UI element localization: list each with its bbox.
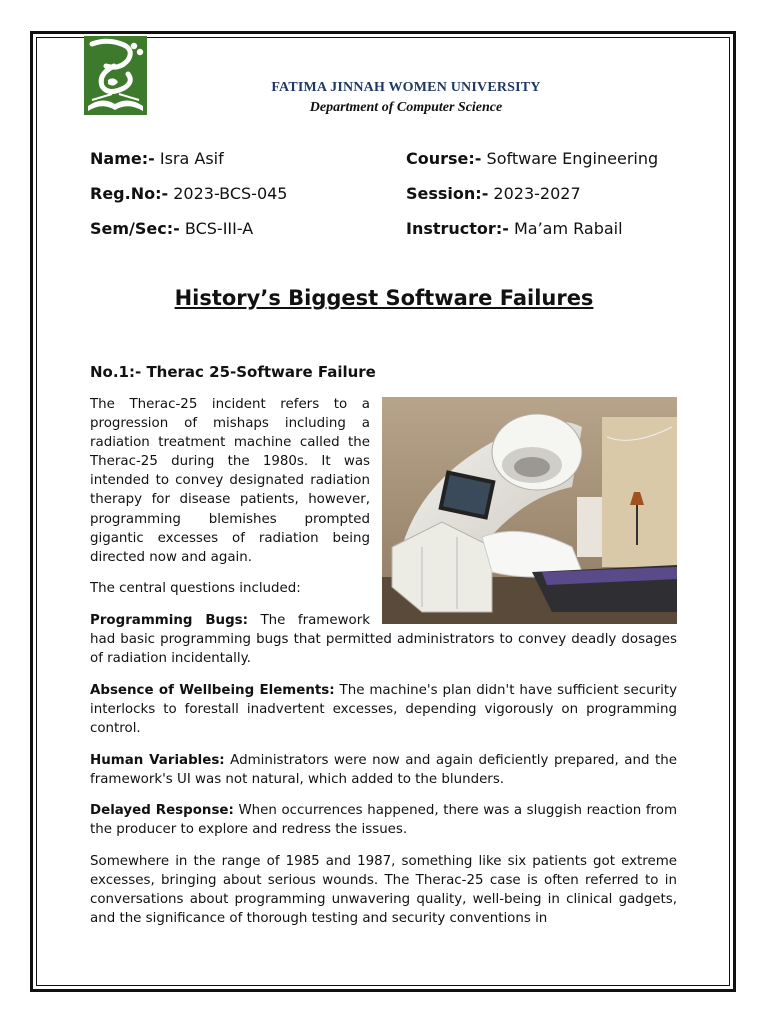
instructor-value: Ma’am Rabail [513, 219, 623, 238]
point-delayed-response [90, 801, 677, 839]
info-sem [90, 219, 253, 239]
point-text: The machine's plan didn't have sufficient security interlocks to forestall inadvertent excesses, depending vigorously on programming control. [90, 682, 677, 736]
point-label: Programming Bugs: [90, 612, 248, 628]
document-body [90, 395, 677, 941]
point-label: Human Variables: [90, 752, 225, 768]
university-name: FATIMA JINNAH WOMEN UNIVERSITY [271, 80, 541, 95]
info-session [406, 184, 581, 204]
university-header [200, 80, 612, 116]
point-label: Absence of Wellbeing Elements: [90, 682, 335, 698]
name-label: Name:- [90, 149, 155, 168]
document-title: History’s Biggest Software Failures [174, 286, 594, 310]
course-value: Software Engineering [486, 149, 659, 168]
sem-value: BCS-III-A [184, 219, 254, 238]
name-value: Isra Asif [159, 149, 224, 168]
sem-label: Sem/Sec:- [90, 219, 180, 238]
radiation-machine-photo [382, 397, 677, 624]
closing-paragraph: Somewhere in the range of 1985 and 1987, something like six patients got extreme excesses, bringing about serious wounds. The Therac-25 case is often referred to in conversations about programming unwavering quality, well-being in clinical gadgets, and the significance of thorough testing and security conventions in [90, 853, 677, 927]
point-text: Administrators were now and again deficiently prepared, and the framework's UI was not natural, which added to the blunders. [90, 752, 677, 787]
university-logo-icon [84, 36, 147, 115]
point-label: Delayed Response: [90, 803, 234, 819]
point-text: The framework had basic programming bugs that permitted administrators to convey deadly dosages of radiation incidentally. [90, 612, 677, 667]
info-name [90, 149, 224, 169]
reg-label: Reg.No:- [90, 184, 169, 203]
point-text: When occurrences happened, there was a sluggish reaction from the producer to explore and redress the issues. [90, 803, 677, 838]
info-course [406, 149, 658, 169]
department-name: Department of Computer Science [309, 100, 503, 115]
section-heading: No.1:- Therac 25-Software Failure [90, 363, 376, 381]
central-questions: The central questions included: [90, 581, 301, 597]
point-human-variables [90, 751, 677, 789]
info-instructor [406, 219, 623, 239]
session-value: 2023-2027 [493, 184, 581, 203]
session-label: Session:- [406, 184, 489, 203]
intro-paragraph: The Therac-25 incident refers to a progression of mishaps including a radiation treatment machine called the Therac-25 during the 1980s. It was intended to convey designated radiation therapy for disease patients, however, programming blemishes prompted gigantic excesses of radiation being directed now and again. [90, 397, 370, 565]
instructor-label: Instructor:- [406, 219, 509, 238]
reg-value: 2023-BCS-045 [173, 184, 288, 203]
info-reg [90, 184, 287, 204]
course-label: Course:- [406, 149, 482, 168]
point-absence-wellbeing [90, 681, 677, 738]
